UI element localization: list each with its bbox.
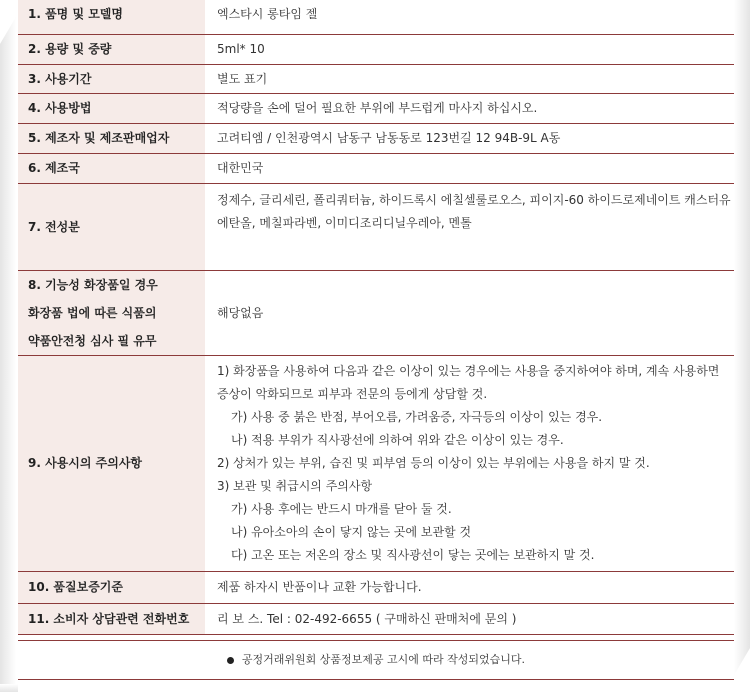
- value-cell: 해당없음: [205, 270, 734, 355]
- label-cell: [18, 183, 205, 270]
- ingredients-line: 에탄올, 메칠파라벤, 이미디조리디닐우레아, 멘톨: [217, 215, 472, 230]
- precaution-line: 2) 상처가 있는 부위, 습진 및 피부염 등의 이상이 있는 부위에는 사용을 하지 말 것.: [217, 455, 650, 470]
- label-cell: [18, 64, 205, 93]
- label-cell: [18, 34, 205, 64]
- row-manufacturer: [18, 123, 734, 153]
- label-cell: [18, 603, 205, 634]
- row-consumer-phone: [18, 603, 734, 634]
- row-usage: [18, 93, 734, 123]
- row-label-line: 8. 기능성 화장품일 경우: [28, 277, 158, 292]
- page-edge-left: [0, 0, 16, 692]
- row-period: [18, 64, 734, 93]
- value-cell: 제품 하자시 반품이나 교환 가능합니다.: [205, 571, 734, 603]
- row-label: 2. 용량 및 중량: [28, 42, 112, 56]
- row-label: 9. 사용시의 주의사항: [28, 456, 143, 470]
- value-cell: [205, 355, 734, 571]
- notice-footer: [18, 640, 734, 680]
- precaution-subline: 나) 유아소아의 손이 닿지 않는 곳에 보관할 것: [231, 524, 472, 539]
- row-label: 1. 품명 및 모델명: [28, 6, 123, 21]
- precaution-line: 1) 화장품을 사용하여 다음과 같은 이상이 있는 경우에는 사용을 중지하여야 하며, 계속 사용하면: [217, 363, 720, 378]
- row-label: 10. 품질보증기준: [28, 580, 123, 594]
- row-ingredients: [18, 183, 734, 270]
- row-label: 5. 제조자 및 제조판매업자: [28, 131, 170, 145]
- row-label: 6. 제조국: [28, 161, 80, 175]
- value-cell: 적당량을 손에 덜어 필요한 부위에 부드럽게 마사지 하십시오.: [205, 93, 734, 123]
- value-cell: 엑스타시 롱타임 젤: [205, 0, 734, 34]
- value-cell: 리 보 스. Tel : 02-492-6655 ( 구매하신 판매처에 문의 ): [205, 603, 734, 634]
- precaution-subline: 가) 사용 중 붉은 반점, 부어오름, 가려움증, 자극등의 이상이 있는 경우.: [231, 409, 603, 424]
- row-label: 7. 전성분: [28, 219, 80, 234]
- row-functional-cosmetic: [18, 270, 734, 355]
- precaution-line: 3) 보관 및 취급시의 주의사항: [217, 478, 373, 493]
- row-label: 3. 사용기간: [28, 71, 92, 86]
- label-cell: [18, 571, 205, 603]
- label-cell: [18, 270, 205, 355]
- value-cell: 5ml* 10: [205, 34, 734, 64]
- precaution-subline: 다) 고온 또는 저온의 장소 및 직사광선이 닿는 곳에는 보관하지 말 것.: [231, 547, 595, 562]
- product-info-table: [18, 0, 734, 635]
- label-cell: [18, 355, 205, 571]
- row-label: 11. 소비자 상담관련 전화번호: [28, 611, 190, 626]
- precaution-subline: 가) 사용 후에는 반드시 마개를 닫아 둘 것.: [231, 501, 452, 516]
- row-label: 4. 사용방법: [28, 101, 92, 115]
- bullet-icon: [227, 657, 234, 664]
- notice-text: 공정거래위원회 상품정보제공 고시에 따라 작성되었습니다.: [241, 653, 526, 666]
- row-label-line: 화장품 법에 따른 식품의: [28, 305, 157, 320]
- ingredients-line: 정제수, 글리세린, 폴리쿼터늄, 하이드록시 에칠셀룰로오스, 피이지-60 하이드로제네이트 캐스터유: [217, 192, 731, 207]
- precaution-subline: 나) 적용 부위가 직사광선에 의하여 위와 같은 이상이 있는 경우.: [231, 432, 564, 447]
- value-cell: 별도 표기: [205, 64, 734, 93]
- row-capacity: [18, 34, 734, 64]
- value-cell: [205, 183, 734, 270]
- page-edge-right: [734, 0, 750, 692]
- value-cell: 대한민국: [205, 153, 734, 183]
- product-info-sheet: [18, 0, 734, 692]
- row-country: [18, 153, 734, 183]
- row-quality-standard: [18, 571, 734, 603]
- row-precautions: [18, 355, 734, 571]
- row-product-name: [18, 0, 734, 34]
- precaution-line: 증상이 악화되므로 피부과 전문의 등에게 상담할 것.: [217, 386, 488, 401]
- label-cell: [18, 153, 205, 183]
- value-cell: 고려티엠 / 인천광역시 남동구 남동동로 123번길 12 94B-9L A동: [205, 123, 734, 153]
- label-cell: [18, 93, 205, 123]
- label-cell: [18, 0, 205, 34]
- label-cell: [18, 123, 205, 153]
- row-label-line: 약품안전청 심사 필 유무: [28, 333, 157, 348]
